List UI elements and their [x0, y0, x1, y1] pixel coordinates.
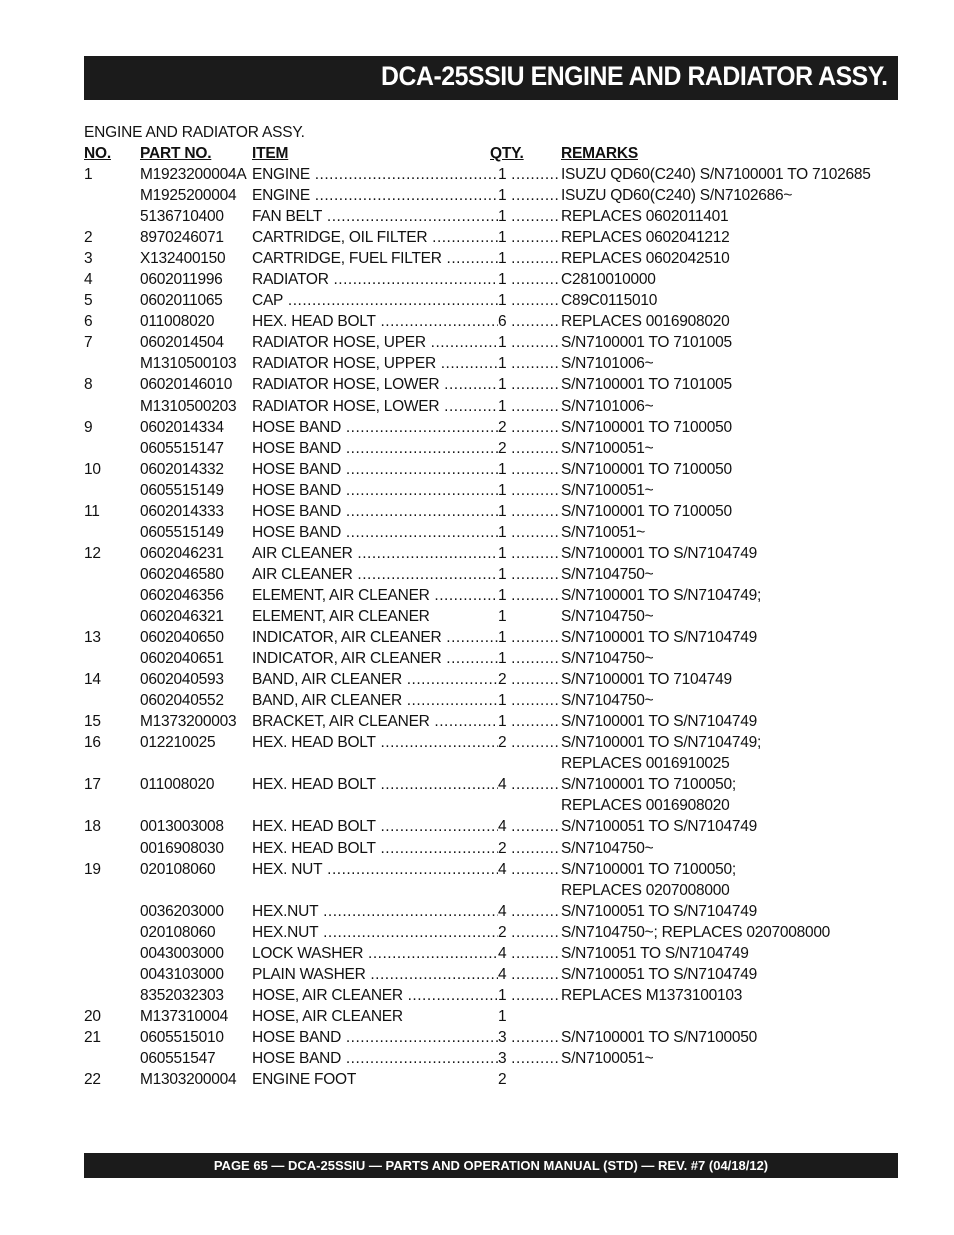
- cell-item: FAN BELT .....: [252, 208, 498, 226]
- cell-no: 12: [84, 544, 101, 562]
- cell-part-no: M1373200003: [140, 713, 237, 731]
- section-title: ENGINE AND RADIATOR ASSY.: [84, 124, 305, 141]
- table-row: [0, 650, 954, 671]
- cell-qty: 3 .....: [498, 1029, 560, 1047]
- cell-remarks: S/N7100001 TO 7100050;: [561, 776, 736, 794]
- table-row: [0, 692, 954, 713]
- cell-item: HEX. HEAD BOLT .....: [252, 840, 498, 858]
- cell-remarks: S/N710051~: [561, 523, 646, 541]
- cell-no: 1: [84, 166, 93, 183]
- cell-no: 11: [84, 502, 100, 520]
- cell-part-no: M1923200004A: [140, 166, 247, 183]
- cell-qty: 3 .....: [498, 1050, 560, 1068]
- table-row: [0, 587, 954, 608]
- cell-part-no: 0602040593: [140, 671, 224, 689]
- cell-no: 15: [84, 713, 101, 731]
- cell-remarks: REPLACES 0602011401: [561, 208, 729, 226]
- cell-item: HOSE BAND .....: [252, 419, 498, 437]
- cell-part-no: 06020146010: [140, 376, 233, 394]
- cell-part-no: X132400150: [140, 250, 226, 268]
- cell-item: CARTRIDGE, OIL FILTER .....: [252, 229, 498, 247]
- cell-remarks: S/N7100001 TO 7100050: [561, 460, 732, 478]
- table-row: [0, 292, 954, 313]
- cell-remarks: S/N7100051~: [561, 439, 654, 457]
- cell-part-no: 0013003008: [140, 818, 224, 836]
- cell-item: HEX. HEAD BOLT .....: [252, 776, 498, 794]
- cell-qty: 2 .....: [498, 671, 560, 689]
- cell-no: 19: [84, 860, 101, 878]
- cell-qty: 1 .....: [498, 166, 560, 184]
- cell-item: LOCK WASHER .....: [252, 945, 498, 963]
- table-row: [0, 250, 954, 271]
- cell-remarks: S/N7100001 TO 7100050;: [561, 860, 736, 878]
- cell-qty: 1: [498, 1007, 507, 1025]
- cell-remarks: S/N7104750~: [561, 650, 654, 668]
- cell-remarks: S/N7100001 TO S/N7104749;: [561, 734, 761, 752]
- cell-part-no: 0602011996: [140, 271, 223, 289]
- cell-part-no: M1310500103: [140, 355, 237, 373]
- cell-no: 18: [84, 818, 101, 836]
- cell-part-no: M1925200004: [140, 187, 237, 205]
- cell-remarks: S/N7100051 TO S/N7104749: [561, 902, 757, 920]
- table-row: [0, 166, 954, 187]
- cell-remarks: S/N7100001 TO 7104749: [561, 671, 732, 689]
- table-row: [0, 482, 954, 503]
- cell-part-no: 0605515010: [140, 1028, 224, 1046]
- cell-qty: 1 .....: [498, 250, 560, 268]
- cell-qty: 1: [498, 607, 507, 625]
- cell-part-no: M1310500203: [140, 397, 237, 415]
- page-title-bar: [84, 56, 898, 100]
- cell-item: BAND, AIR CLEANER .....: [252, 692, 498, 710]
- cell-no: 2: [84, 229, 93, 247]
- cell-part-no: 0602014504: [140, 334, 224, 352]
- table-row: [0, 924, 954, 945]
- cell-no: 16: [84, 734, 101, 752]
- cell-part-no: 0605515149: [140, 481, 224, 499]
- cell-part-no: 012210025: [140, 734, 216, 752]
- table-row: [0, 376, 954, 397]
- cell-item: HEX. HEAD BOLT .....: [252, 818, 498, 836]
- cell-remarks: REPLACES 0016910025: [561, 755, 730, 773]
- cell-qty: 2 .....: [498, 734, 560, 752]
- cell-remarks: C2810010000: [561, 271, 656, 289]
- cell-remarks: REPLACES 0602042510: [561, 250, 730, 268]
- cell-qty: 6 .....: [498, 313, 560, 331]
- footer-bar: [84, 1153, 898, 1178]
- table-row: [0, 566, 954, 587]
- cell-remarks: S/N7100001 TO 7100050: [561, 418, 732, 436]
- cell-no: 5: [84, 292, 93, 310]
- cell-qty: 1 .....: [498, 208, 560, 226]
- cell-remarks: S/N7100001 TO S/N7104749;: [561, 586, 761, 604]
- cell-remarks: S/N7100051 TO S/N7104749: [561, 818, 757, 836]
- cell-qty: 2 .....: [498, 924, 560, 942]
- cell-remarks: REPLACES 0016908020: [561, 797, 730, 815]
- cell-item: ENGINE .....: [252, 166, 498, 184]
- table-row: [0, 1008, 954, 1029]
- table-row: [0, 334, 954, 355]
- cell-qty: 1 .....: [498, 271, 560, 289]
- cell-part-no: 0043003000: [140, 944, 224, 962]
- table-row: [0, 503, 954, 524]
- cell-item: RADIATOR HOSE, LOWER .....: [252, 376, 498, 394]
- cell-item: ELEMENT, AIR CLEANER .....: [252, 587, 498, 605]
- header-qty: QTY.: [490, 145, 524, 162]
- cell-item: BRACKET, AIR CLEANER .....: [252, 713, 498, 731]
- header-no: NO.: [84, 145, 111, 162]
- cell-item: HEX. HEAD BOLT .....: [252, 313, 498, 331]
- cell-qty: 4 .....: [498, 945, 560, 963]
- cell-qty: 2: [498, 1071, 507, 1089]
- table-row: [0, 945, 954, 966]
- cell-remarks: S/N7101006~: [561, 355, 654, 373]
- table-row: [0, 713, 954, 734]
- table-row: [0, 229, 954, 250]
- cell-part-no: 8352032303: [140, 986, 224, 1004]
- cell-qty: 1 .....: [498, 650, 560, 668]
- cell-item: HOSE, AIR CLEANER .....: [252, 987, 498, 1005]
- cell-no: 9: [84, 418, 93, 436]
- cell-no: 10: [84, 460, 101, 478]
- cell-qty: 1 .....: [498, 566, 560, 584]
- cell-item: HOSE BAND .....: [252, 461, 498, 479]
- footer-text: PAGE 65 — DCA-25SSIU — PARTS AND OPERATION MANUAL (STD) — REV. #7 (04/18/12): [213, 1158, 769, 1173]
- cell-remarks: ISUZU QD60(C240) S/N7100001 TO 7102685: [561, 166, 871, 183]
- cell-item: HEX. NUT .....: [252, 861, 498, 879]
- cell-remarks: S/N7104750~; REPLACES 0207008000: [561, 923, 831, 941]
- cell-part-no: 8970246071: [140, 229, 224, 247]
- cell-part-no: 0602040650: [140, 629, 224, 647]
- cell-remarks: S/N7104750~: [561, 607, 654, 625]
- cell-qty: 1 .....: [498, 987, 560, 1005]
- cell-qty: 1 .....: [498, 376, 560, 394]
- table-row: [0, 840, 954, 861]
- cell-qty: 2 .....: [498, 440, 560, 458]
- cell-remarks: ISUZU QD60(C240) S/N7102686~: [561, 187, 793, 205]
- table-row: [0, 271, 954, 292]
- cell-item: HOSE BAND .....: [252, 1029, 498, 1047]
- cell-item: RADIATOR HOSE, LOWER .....: [252, 398, 498, 416]
- cell-part-no: 0602046321: [140, 607, 224, 625]
- table-row: [0, 419, 954, 440]
- cell-item: ELEMENT, AIR CLEANER: [252, 607, 430, 625]
- cell-part-no: 0602040552: [140, 692, 224, 710]
- cell-qty: 4 .....: [498, 903, 560, 921]
- cell-part-no: 0605515147: [140, 439, 224, 457]
- cell-remarks: REPLACES 0016908020: [561, 313, 730, 331]
- cell-remarks: REPLACES M1373100103: [561, 986, 743, 1004]
- cell-no: 21: [84, 1028, 101, 1046]
- cell-remarks: S/N7104750~: [561, 565, 654, 583]
- cell-item: HEX. HEAD BOLT .....: [252, 734, 498, 752]
- cell-no: 4: [84, 271, 93, 289]
- cell-no: 13: [84, 629, 101, 647]
- cell-qty: 1 .....: [498, 229, 560, 247]
- cell-qty: 1 .....: [498, 545, 560, 563]
- cell-remarks: S/N7100001 TO 7100050: [561, 502, 732, 520]
- cell-remarks: C89C0115010: [561, 292, 658, 310]
- cell-part-no: 0602046356: [140, 586, 224, 604]
- cell-qty: 4 .....: [498, 818, 560, 836]
- cell-qty: 1 .....: [498, 398, 560, 416]
- cell-part-no: 0602014333: [140, 502, 224, 520]
- cell-remarks: S/N7101006~: [561, 397, 654, 415]
- table-row: [0, 187, 954, 208]
- cell-no: 3: [84, 250, 93, 268]
- cell-part-no: 0602014332: [140, 460, 224, 478]
- cell-item: RADIATOR HOSE, UPER .....: [252, 334, 498, 352]
- cell-item: INDICATOR, AIR CLEANER .....: [252, 629, 498, 647]
- table-row: [0, 355, 954, 376]
- cell-part-no: 011008020: [140, 776, 215, 794]
- cell-item: CARTRIDGE, FUEL FILTER .....: [252, 250, 498, 268]
- table-row: [0, 797, 954, 818]
- table-row: [0, 1050, 954, 1071]
- cell-item: RADIATOR HOSE, UPPER .....: [252, 355, 498, 373]
- table-row: [0, 313, 954, 334]
- cell-part-no: 5136710400: [140, 208, 224, 226]
- cell-part-no: 060551547: [140, 1049, 216, 1067]
- cell-part-no: 0016908030: [140, 839, 224, 857]
- table-row: [0, 755, 954, 776]
- cell-item: RADIATOR .....: [252, 271, 498, 289]
- cell-part-no: 0043103000: [140, 965, 224, 983]
- table-row: [0, 861, 954, 882]
- cell-qty: 4 .....: [498, 966, 560, 984]
- cell-remarks: S/N7100001 TO S/N7104749: [561, 713, 757, 731]
- cell-qty: 1 .....: [498, 629, 560, 647]
- cell-item: HOSE BAND .....: [252, 1050, 498, 1068]
- cell-qty: 1 .....: [498, 713, 560, 731]
- cell-item: ENGINE FOOT: [252, 1071, 357, 1089]
- cell-item: HEX.NUT .....: [252, 903, 498, 921]
- cell-part-no: 0602046580: [140, 565, 224, 583]
- table-row: [0, 966, 954, 987]
- cell-part-no: 0605515149: [140, 523, 224, 541]
- cell-item: HOSE BAND .....: [252, 440, 498, 458]
- cell-qty: 1 .....: [498, 292, 560, 310]
- cell-part-no: 0602046231: [140, 544, 224, 562]
- cell-item: AIR CLEANER .....: [252, 545, 498, 563]
- table-row: [0, 461, 954, 482]
- cell-item: HEX.NUT .....: [252, 924, 498, 942]
- cell-remarks: S/N7100001 TO 7101005: [561, 334, 732, 352]
- table-row: [0, 440, 954, 461]
- cell-qty: 1 .....: [498, 461, 560, 479]
- table-row: [0, 524, 954, 545]
- cell-qty: 1 .....: [498, 187, 560, 205]
- cell-qty: 1 .....: [498, 503, 560, 521]
- cell-no: 8: [84, 376, 93, 394]
- cell-part-no: M1303200004: [140, 1071, 237, 1089]
- cell-remarks: S/N7100001 TO 7101005: [561, 376, 732, 394]
- cell-remarks: S/N7104750~: [561, 692, 654, 710]
- cell-remarks: S/N7100051~: [561, 481, 654, 499]
- cell-item: AIR CLEANER .....: [252, 566, 498, 584]
- cell-qty: 1 .....: [498, 524, 560, 542]
- table-row: [0, 987, 954, 1008]
- cell-remarks: REPLACES 0602041212: [561, 229, 730, 247]
- parts-table: [0, 166, 954, 1092]
- table-row: [0, 398, 954, 419]
- cell-part-no: 0602040651: [140, 650, 224, 668]
- cell-qty: 4 .....: [498, 861, 560, 879]
- cell-item: CAP .....: [252, 292, 498, 310]
- cell-qty: 1 .....: [498, 355, 560, 373]
- table-row: [0, 818, 954, 839]
- cell-item: INDICATOR, AIR CLEANER .....: [252, 650, 498, 668]
- table-row: [0, 776, 954, 797]
- cell-no: 20: [84, 1007, 101, 1025]
- table-row: [0, 545, 954, 566]
- cell-remarks: S/N710051 TO S/N7104749: [561, 944, 749, 962]
- header-remarks: REMARKS: [561, 145, 638, 162]
- cell-qty: 1 .....: [498, 587, 560, 605]
- table-row: [0, 608, 954, 629]
- cell-qty: 1 .....: [498, 692, 560, 710]
- table-row: [0, 882, 954, 903]
- cell-part-no: M137310004: [140, 1007, 228, 1025]
- page-title: DCA-25SSIU ENGINE AND RADIATOR ASSY.: [381, 61, 888, 91]
- cell-qty: 1 .....: [498, 482, 560, 500]
- cell-item: BAND, AIR CLEANER .....: [252, 671, 498, 689]
- cell-no: 14: [84, 671, 101, 689]
- table-row: [0, 671, 954, 692]
- cell-part-no: 020108060: [140, 860, 216, 878]
- cell-part-no: 0602011065: [140, 292, 223, 310]
- cell-no: 22: [84, 1071, 101, 1089]
- table-row: [0, 1029, 954, 1050]
- table-row: [0, 629, 954, 650]
- cell-part-no: 011008020: [140, 313, 215, 331]
- table-row: [0, 903, 954, 924]
- cell-qty: 4 .....: [498, 776, 560, 794]
- cell-no: 6: [84, 313, 93, 331]
- header-part-no: PART NO.: [140, 145, 212, 162]
- cell-qty: 2 .....: [498, 419, 560, 437]
- cell-remarks: S/N7100001 TO S/N7104749: [561, 629, 757, 647]
- cell-remarks: S/N7100001 TO S/N7104749: [561, 544, 757, 562]
- cell-remarks: S/N7100051 TO S/N7104749: [561, 965, 757, 983]
- cell-qty: 2 .....: [498, 840, 560, 858]
- table-row: [0, 1071, 954, 1092]
- cell-item: HOSE BAND .....: [252, 482, 498, 500]
- cell-item: HOSE BAND .....: [252, 524, 498, 542]
- cell-remarks: S/N7104750~: [561, 839, 654, 857]
- cell-no: 7: [84, 334, 93, 352]
- cell-no: 17: [84, 776, 101, 794]
- cell-part-no: 0602014334: [140, 418, 224, 436]
- table-row: [0, 208, 954, 229]
- header-item: ITEM: [252, 145, 289, 162]
- cell-item: HOSE BAND .....: [252, 503, 498, 521]
- cell-item: HOSE, AIR CLEANER: [252, 1007, 403, 1025]
- cell-qty: 1 .....: [498, 334, 560, 352]
- cell-item: ENGINE .....: [252, 187, 498, 205]
- cell-part-no: 0036203000: [140, 902, 224, 920]
- cell-remarks: S/N7100051~: [561, 1049, 654, 1067]
- cell-item: PLAIN WASHER .....: [252, 966, 498, 984]
- cell-remarks: REPLACES 0207008000: [561, 881, 730, 899]
- cell-remarks: S/N7100001 TO S/N7100050: [561, 1028, 757, 1046]
- table-row: [0, 734, 954, 755]
- cell-part-no: 020108060: [140, 923, 216, 941]
